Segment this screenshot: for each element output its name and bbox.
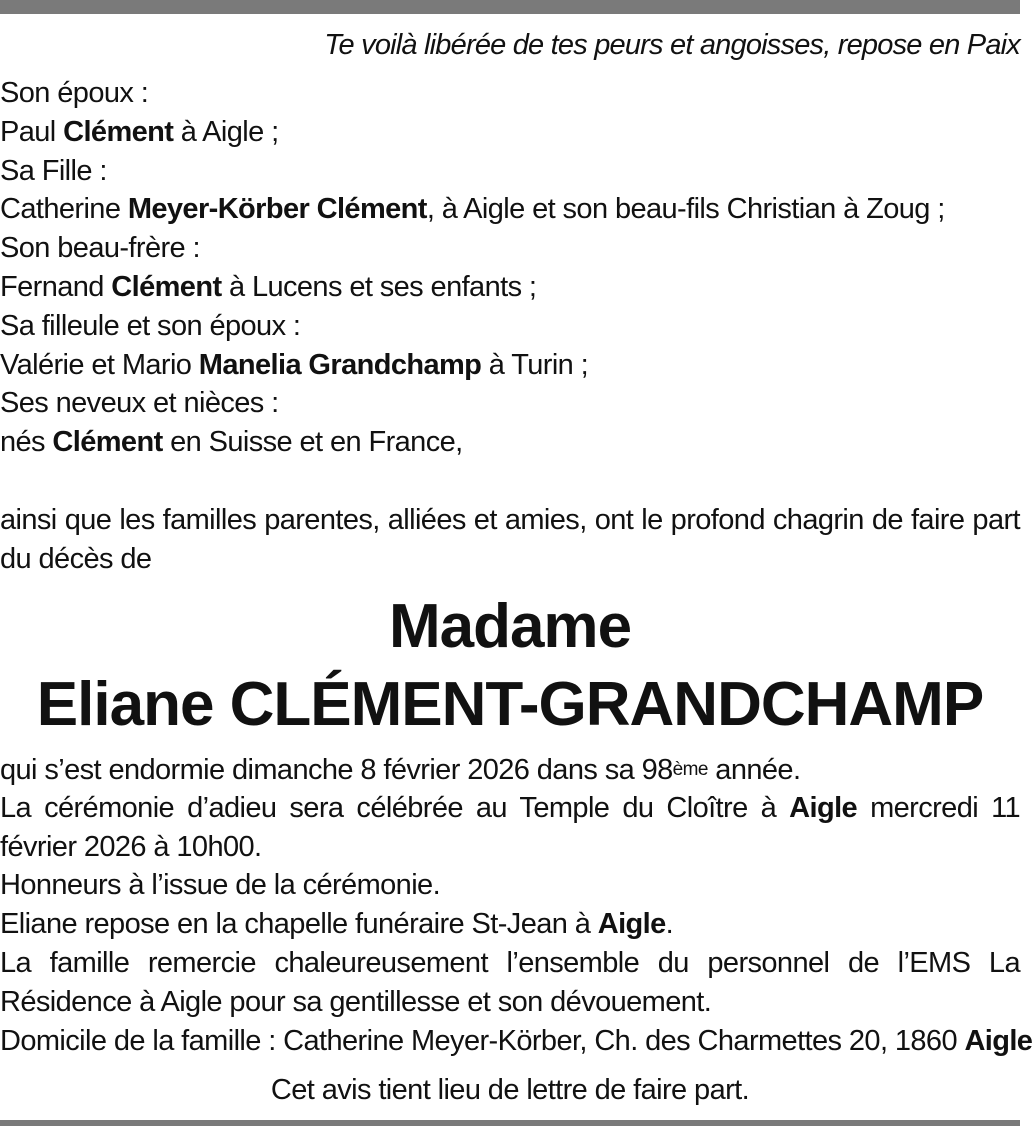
family-heading: Son beau-frère : [0, 232, 200, 264]
rest-place-text: Eliane repose en la chapelle funéraire St-Jean à Aigle. [0, 908, 674, 940]
honours-text: Honneurs à l’issue de la cérémonie. [0, 869, 441, 901]
top-rule [0, 0, 1020, 14]
family-member: Catherine Meyer-Körber Clément, à Aigle et son beau-fils Christian à Zoug ; [0, 193, 945, 225]
family-heading: Sa Fille : [0, 155, 107, 187]
family-member: Valérie et Mario Manelia Grandchamp à Turin ; [0, 349, 589, 381]
epigraph: Te voilà libérée de tes peurs et angoisses, repose en Paix [324, 29, 1020, 61]
family-member: nés Clément en Suisse et en France, [0, 426, 463, 458]
family-heading: Sa filleule et son époux : [0, 310, 301, 342]
thanks-text: La famille remercie chaleureusement l’ensemble du personnel de l’EMS La Résidence à Aigle pour sa gentillesse et son dévouement. [0, 947, 1020, 1018]
family-heading: Son époux : [0, 77, 149, 109]
deceased-name: Eliane CLÉMENT-GRANDCHAMP [36, 670, 984, 739]
bottom-rule [0, 1120, 1020, 1126]
footer-note: Cet avis tient lieu de lettre de faire part. [270, 1074, 750, 1106]
ceremony-text: La cérémonie d’adieu sera célébrée au Temple du Cloître à Aigle mercredi 11 février 2026 à 10h00. [0, 792, 1020, 863]
family-member: Paul Clément à Aigle ; [0, 116, 279, 148]
family-member: Fernand Clément à Lucens et ses enfants ; [0, 271, 537, 303]
passing-text: qui s’est endormie dimanche 8 février 2026 dans sa 98ème année. [0, 754, 801, 786]
domicile-text: Domicile de la famille : Catherine Meyer-Körber, Ch. des Charmettes 20, 1860 Aigle [0, 1025, 1032, 1057]
deceased-title: Madame [388, 592, 632, 661]
announcement: ainsi que les familles parentes, alliées et amies, ont le profond chagrin de faire part du décès de [0, 504, 1020, 575]
family-heading: Ses neveux et nièces : [0, 387, 279, 419]
